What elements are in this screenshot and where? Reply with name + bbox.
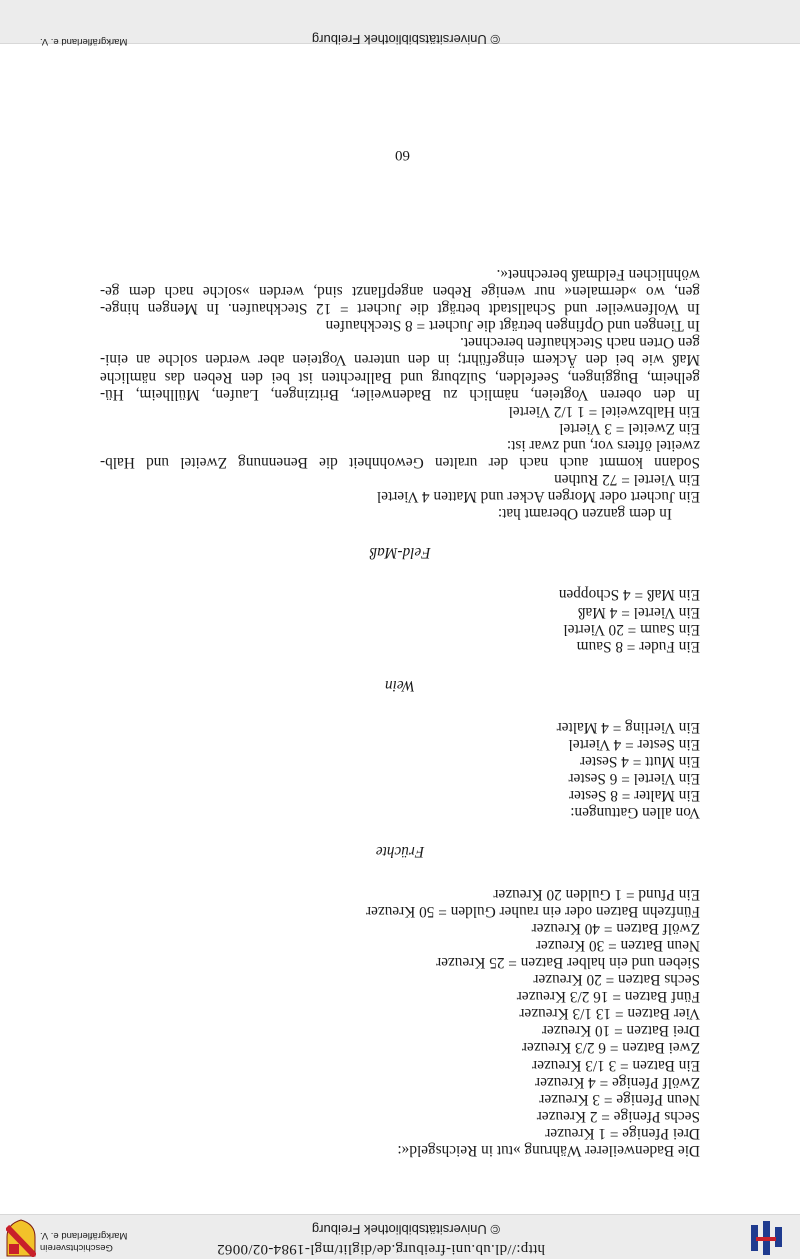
currency-list-line: Sechs Pfenige = 2 Kreuzer (536, 1107, 700, 1125)
fruechte-list-line: Ein Viertel = 6 Sester (568, 770, 700, 788)
currency-list-line: Ein Pfund = 1 Gulden 20 Kreuzer (493, 885, 700, 903)
feld-list2-line: Ein Halbzweitel = 1 1/2 Viertel (508, 402, 700, 420)
para2-line: gen Orten nach Steckhaufen berechnet. (460, 334, 700, 352)
association-region: Markgräflerland e. V. (40, 1230, 128, 1241)
wein-list-line: Ein Fuder = 8 Saum (576, 637, 700, 655)
para2-line: In den oberen Vogteien, nämlich zu Badenweiler, Britzingen, Laufen, Müllheim, Hü- (100, 385, 700, 403)
paragraph-tiengen: In Tiengen und Opfingen beträgt die Juchert = 8 Steckhaufen (325, 317, 700, 335)
paragraph-line: Sodann kommt auch nach der uralten Gewohnheit die Benennung Zweitel und Halb- (100, 454, 700, 471)
paragraph-wolfenweiler (100, 266, 700, 317)
currency-list-line: Zwölf Batzen = 40 Kreuzer (531, 919, 700, 937)
feldmass-list-2 (100, 403, 700, 437)
currency-list-line: Fünfzehn Batzen oder ein rauher Gulden = 50 Kreuzer (366, 902, 700, 920)
currency-list-line: Sechs Batzen = 20 Kreuzer (533, 971, 700, 989)
fruechte-list-line: Ein Mutt = 4 Sester (580, 753, 700, 771)
para4-line: In Wolfenweiler und Schallstadt beträgt die Juchert = 12 Steckhaufen. In Mengen hinge- (100, 300, 700, 318)
para4-line: wöhnlichen Feldmaß berechnet«. (496, 265, 700, 283)
association-label (40, 1229, 140, 1253)
header-banner (0, 1214, 800, 1259)
heading-fruechte: Früchte (375, 843, 425, 861)
document-page (100, 266, 700, 1159)
currency-list (100, 886, 700, 1142)
feld-list2-line: Ein Zweitel = 3 Viertel (559, 419, 700, 437)
feldmass-intro: In dem ganzen Oberamt hat: (497, 505, 672, 523)
university-library-logo-icon (748, 1221, 784, 1255)
wein-list-line: Ein Maß = 4 Schoppen (558, 586, 700, 604)
association-name: Geschichtsverein (40, 1242, 113, 1253)
footer-copyright: © Universitätsbibliothek Freiburg (311, 32, 500, 47)
para4-line: gen, wo »dermalen« nur wenige Reben angepflanzt sind, werden »solche nach dem ge- (100, 283, 700, 301)
footer-association-region: Markgräflerland e. V. (40, 36, 128, 47)
currency-list-line: Neun Batzen = 30 Kreuzer (535, 936, 700, 954)
coat-of-arms-icon (6, 1219, 36, 1257)
fruechte-list (100, 719, 700, 804)
currency-list-line: Drei Batzen = 10 Kreuzer (541, 1022, 700, 1040)
fruechte-list-line: Ein Sester = 4 Viertel (568, 736, 700, 754)
fruechte-intro: Von allen Gattungen: (570, 804, 700, 822)
feldmass-list (100, 471, 700, 505)
currency-list-line: Ein Batzen = 3 1/3 Kreuzer (532, 1056, 700, 1074)
footer-banner-cropped (0, 0, 800, 47)
fruechte-list-line: Ein Vierling = 4 Malter (556, 718, 700, 736)
currency-list-line: Vier Batzen = 13 1/3 Kreuzer (519, 1005, 700, 1023)
currency-list-line: Neun Pfenige = 3 Kreuzer (539, 1090, 700, 1108)
heading-feldmass: Feld-Maß (369, 544, 431, 562)
currency-list-line: Fünf Batzen = 16 2/3 Kreuzer (516, 988, 700, 1006)
feld-list-line: Ein Viertel = 72 Ruthen (554, 471, 700, 489)
document-url-link[interactable]: http://dl.ub.uni-freiburg.de/diglit/mgl-1984-02/0062 (216, 1241, 545, 1257)
paragraph-vogteien (100, 334, 700, 402)
para2-line: gelheim, Buggingen, Seefelden, Sulzburg und Ballrechten ist bei den Reben das nämliche (100, 368, 700, 386)
currency-list-line: Zwölf Pfenige = 4 Kreuzer (535, 1073, 700, 1091)
currency-list-line: Zwei Batzen = 6 2/3 Kreuzer (521, 1039, 700, 1057)
wein-list (100, 586, 700, 654)
page-number: 60 (395, 147, 410, 163)
currency-intro: Die Badenweilerer Währung »tut in Reichsgeld«: (397, 1142, 700, 1159)
heading-wein: Wein (384, 676, 416, 694)
currency-list-line: Sieben und ein halber Batzen = 25 Kreuzer (436, 953, 700, 971)
feld-list-line: Ein Juchert oder Morgen Acker und Matten 4 Viertel (376, 488, 700, 506)
copyright-notice: © Universitätsbibliothek Freiburg (311, 1222, 500, 1237)
fruechte-list-line: Ein Malter = 8 Sester (569, 787, 700, 805)
wein-list-line: Ein Saum = 20 Viertel (563, 620, 700, 638)
currency-list-line: Drei Pfenige = 1 Kreuzer (545, 1124, 700, 1142)
para2-line: Maß wie bei den Äckern eingeführt; in den unteren Vogteien aber werden solche an eini- (100, 351, 700, 369)
wein-list-line: Ein Viertel = 4 Maß (577, 603, 700, 621)
paragraph-line: zweitel öfters vor, und zwar ist: (506, 436, 700, 454)
